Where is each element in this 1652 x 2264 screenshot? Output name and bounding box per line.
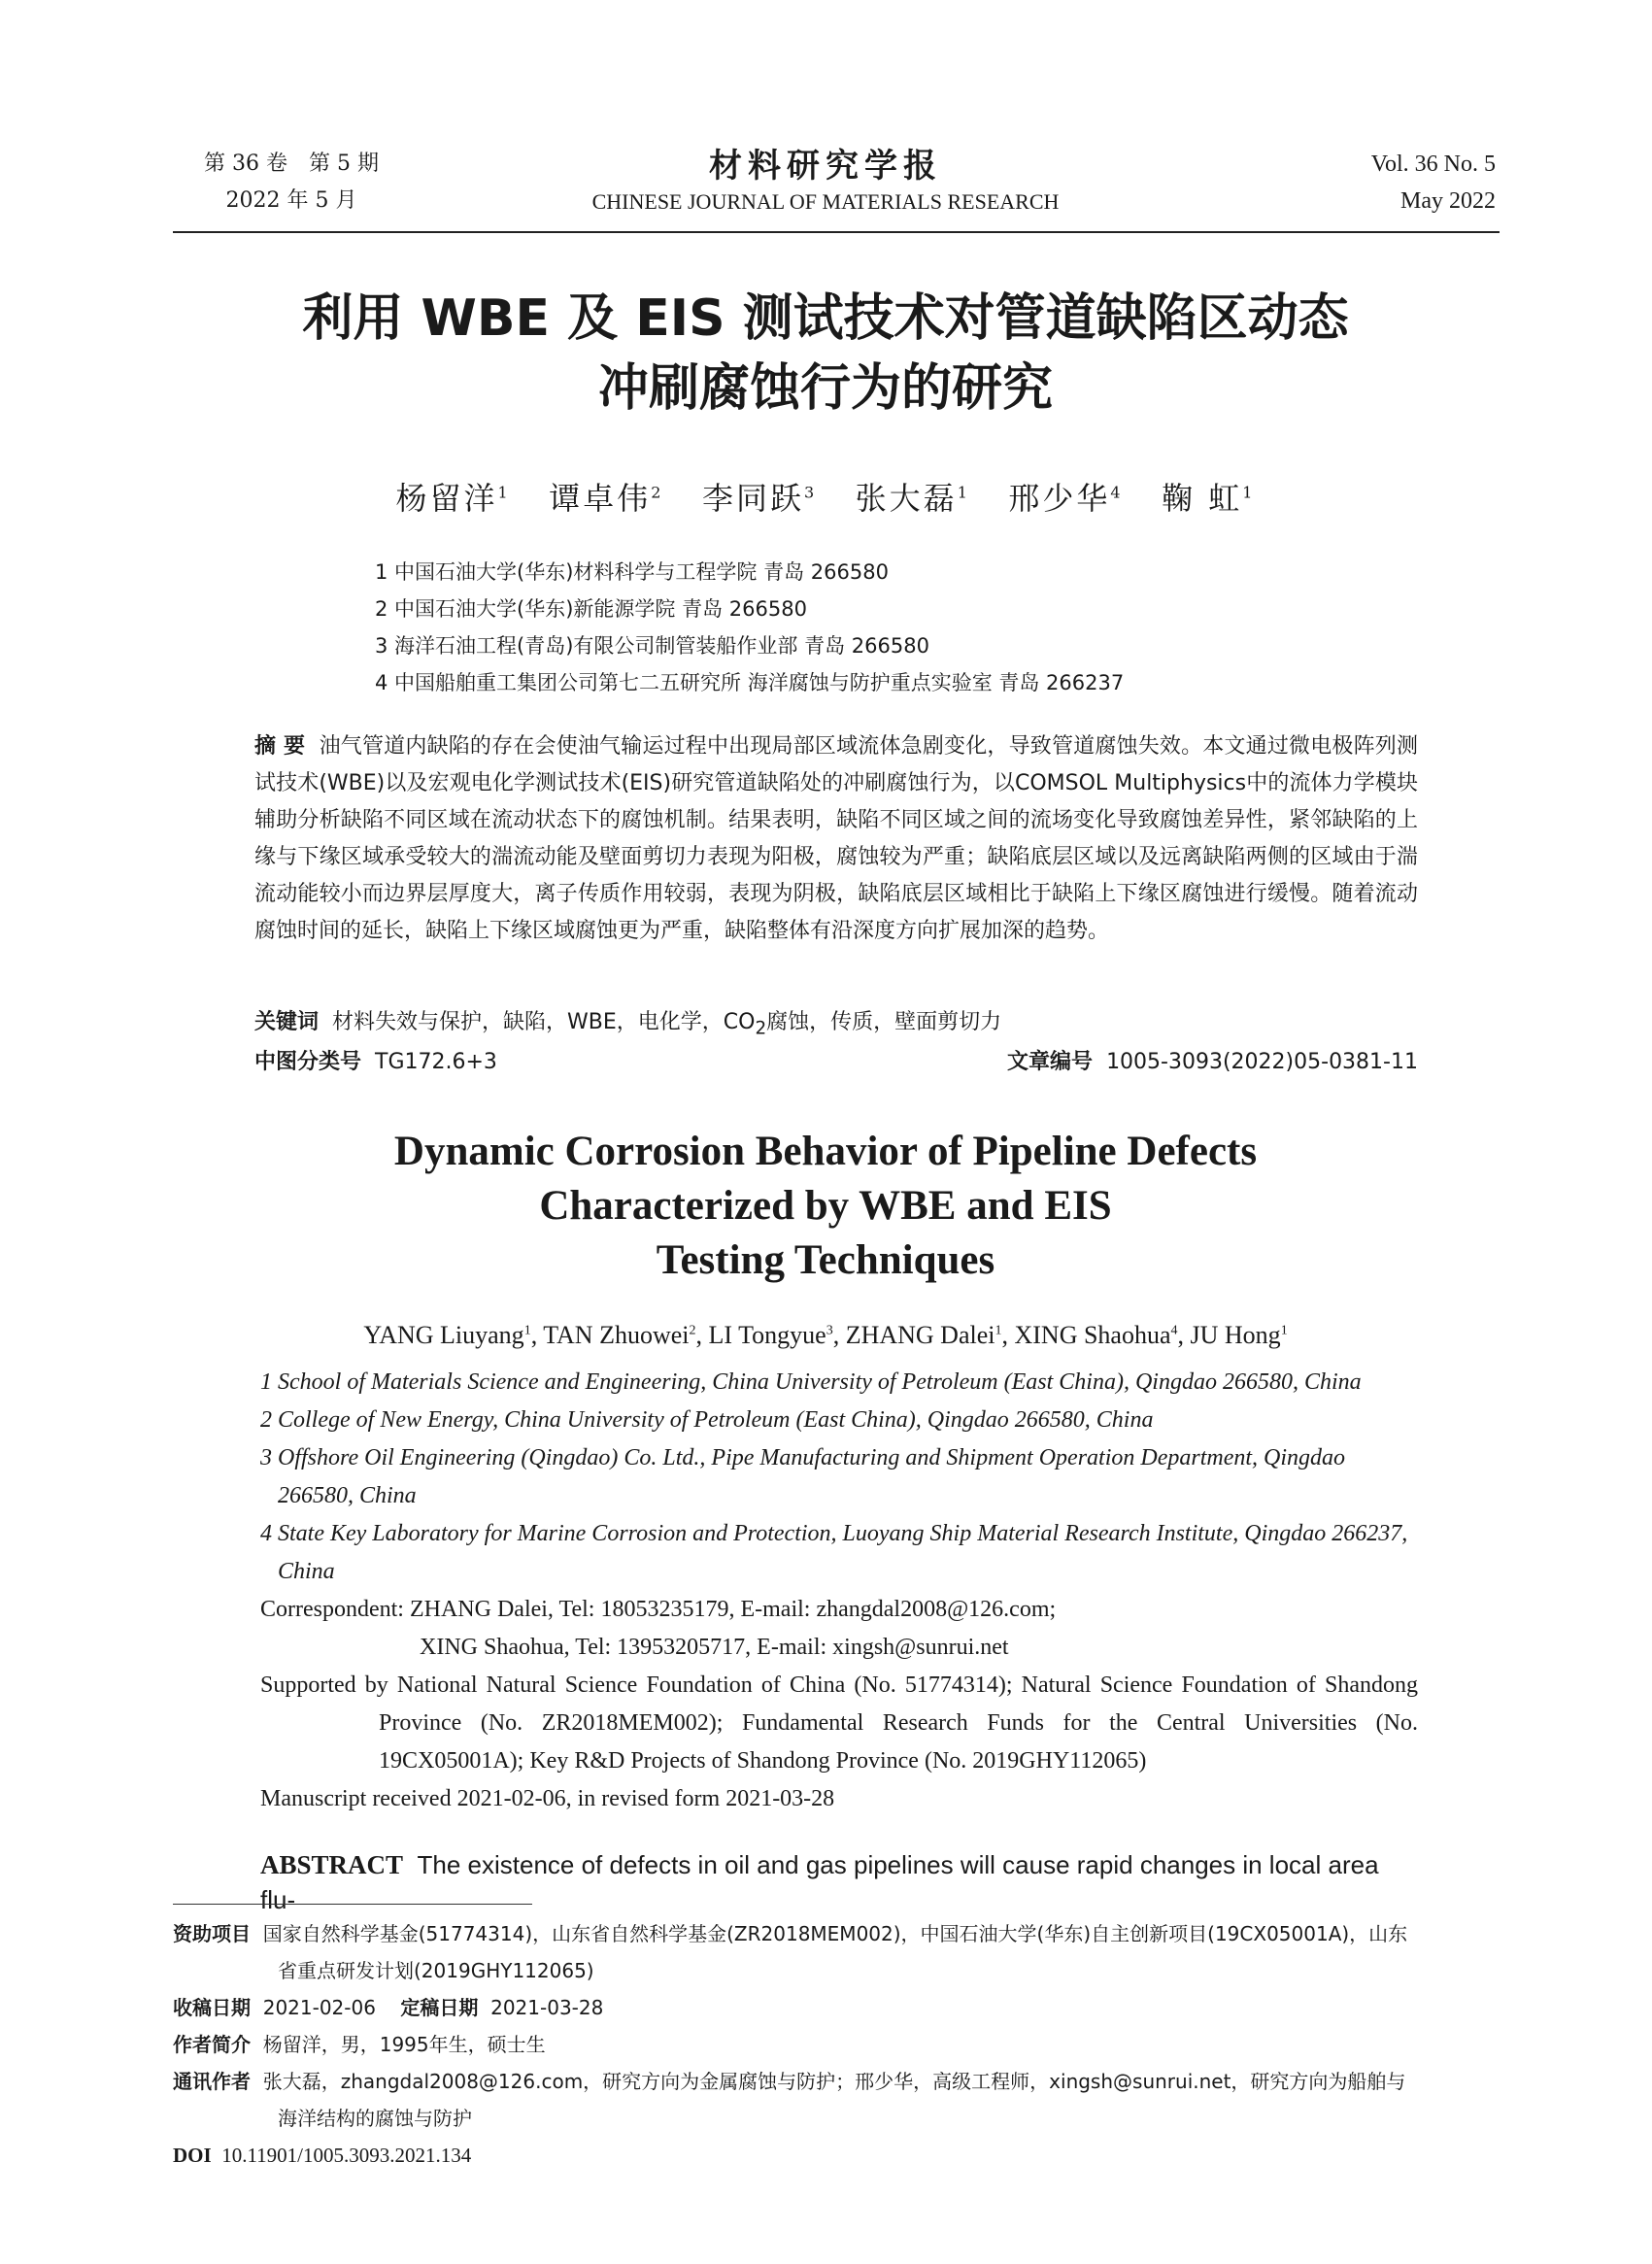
supported-by: Supported by National Natural Science Foundation of China (No. 51774314); Natural Science Foundation of Shandong Province (No. ZR2018MEM002); Fundamental Research Funds for the Central Universities (No. 19CX05001A); Key R&D Projects of Shandong Province (No. 2019GHY112065) — [260, 1673, 1418, 1774]
abstract-cn-label: 摘 要 — [254, 734, 306, 759]
volume-en: Vol. 36 No. 5 — [1370, 152, 1496, 177]
footnotes — [173, 1915, 1418, 2174]
affiliation-en: 4 State Key Laboratory for Marine Corrosion and Protection, Luoyang Ship Material Research Institute, Qingdao 266237, China — [260, 1521, 1408, 1584]
affiliation-en: 3 Offshore Oil Engineering (Qingdao) Co. Ltd., Pipe Manufacturing and Shipment Operation Department, Qingdao 266580, China — [260, 1445, 1346, 1508]
clc-label: 中图分类号 — [254, 1050, 362, 1074]
classification-row — [254, 1045, 1418, 1080]
keywords-cn — [254, 1004, 1418, 1047]
header-right — [1321, 146, 1496, 220]
footnote-author: 作者简介 杨留洋，男，1995年生，硕士生 — [173, 2033, 546, 2056]
date-en: May 2022 — [1400, 188, 1496, 214]
footnote-doi: DOI 10.11901/1005.3093.2021.134 — [173, 2144, 472, 2167]
abstract-en — [260, 1847, 1418, 1917]
title-cn — [194, 284, 1457, 423]
author-cn: 谭卓伟$^2$ — [549, 480, 664, 517]
abstract-en-label: ABSTRACT — [260, 1850, 404, 1879]
article-number — [1007, 1045, 1418, 1080]
title-en-line2: Characterized by WBE and EIS — [539, 1183, 1112, 1229]
affiliation-en: 2 College of New Energy, China University of Petroleum (East China), Qingdao 266580, China — [260, 1407, 1154, 1433]
author-en: ZHANG Dalei$^1$, — [845, 1321, 1015, 1349]
affiliations-cn — [375, 554, 1443, 701]
affiliations-en — [260, 1364, 1418, 1591]
title-en — [194, 1125, 1457, 1288]
contact-info — [260, 1591, 1418, 1818]
footnote-funding: 资助项目 国家自然科学基金(51774314)，山东省自然科学基金(ZR2018MEM002)，中国石油大学(华东)自主创新项目(19CX05001A)，山东省重点研发计划(2019GHY112065) — [173, 1922, 1408, 1982]
article-number-value: 1005-3093(2022)05-0381-11 — [1106, 1050, 1418, 1074]
abstract-cn-text: 油气管道内缺陷的存在会使油气输运过程中出现局部区域流体急剧变化，导致管道腐蚀失效。本文通过微电极阵列测试技术(WBE)以及宏观电化学测试技术(EIS)研究管道缺陷处的冲刷腐蚀行为，以COMSOL Multiphysics中的流体力学模块辅助分析缺陷不同区域在流动状态下的腐蚀机制。结果表明，缺陷不同区域之间的流场变化导致腐蚀差异性，紧邻缺陷的上缘与下缘区域承受较大的湍流动能及壁面剪切力表现为阳极，腐蚀较为严重；缺陷底层区域以及远离缺陷两侧的区域由于湍流动能较小而边界层厚度大，离子传质作用较弱，表现为阴极，缺陷底层区域相比于缺陷上下缘区腐蚀进行缓慢。随着流动腐蚀时间的延长，缺陷上下缘区域腐蚀更为严重，缺陷整体有沿深度方向扩展加深的趋势。 — [254, 734, 1418, 943]
author-en: YANG Liuyang$^1$, — [363, 1321, 544, 1349]
footnote-divider — [173, 1904, 532, 1905]
header-left — [165, 146, 418, 220]
keywords-cn-text: 材料失效与保护，缺陷，WBE，电化学，CO — [332, 1010, 756, 1034]
date-cn: 2022 年 5 月 — [225, 188, 357, 213]
article-number-label: 文章编号 — [1007, 1050, 1094, 1074]
journal-name-cn: 材料研究学报 — [709, 147, 942, 186]
author-cn: 李同跃$^3$ — [701, 480, 818, 517]
affiliation-cn: 1 中国石油大学(华东)材料科学与工程学院 青岛 266580 — [375, 560, 889, 584]
author-cn: 邢少华$^4$ — [1008, 480, 1124, 517]
title-cn-line2: 冲刷腐蚀行为的研究 — [597, 359, 1053, 418]
author-en: LI Tongyue$^3$, — [708, 1321, 846, 1349]
affiliation-cn: 3 海洋石油工程(青岛)有限公司制管装船作业部 青岛 266580 — [375, 634, 929, 658]
header-center — [544, 146, 1107, 218]
affiliation-cn: 2 中国石油大学(华东)新能源学院 青岛 266580 — [375, 597, 807, 621]
footnote-contact: 通讯作者 张大磊，zhangdal2008@126.com，研究方向为金属腐蚀与防护；邢少华，高级工程师，xingsh@sunrui.net，研究方向为船舶与海洋结构的腐蚀与防护 — [173, 2070, 1406, 2130]
affiliation-en: 1 School of Materials Science and Engineering, China University of Petroleum (East China), Qingdao 266580, China — [260, 1369, 1362, 1395]
header-divider — [173, 231, 1500, 233]
title-en-line1: Dynamic Corrosion Behavior of Pipeline Defects — [393, 1129, 1258, 1174]
footnote-dates: 收稿日期 2021-02-06 定稿日期 2021-03-28 — [173, 1996, 604, 2019]
author-en: JU Hong$^1$ — [1190, 1321, 1288, 1349]
author-cn: 鞠 虹$^1$ — [1162, 480, 1256, 517]
keywords-cn-subscript: 2 — [755, 1018, 767, 1039]
author-cn: 杨留洋$^1$ — [395, 480, 511, 517]
keywords-cn-text-after: 腐蚀，传质，壁面剪切力 — [766, 1010, 1002, 1034]
authors-cn — [194, 474, 1457, 519]
author-en: XING Shaohua$^4$, — [1014, 1321, 1191, 1349]
affiliation-cn: 4 中国船舶重工集团公司第七二五研究所 海洋腐蚀与防护重点实验室 青岛 266237 — [375, 671, 1125, 694]
abstract-en-text: The existence of defects in oil and gas pipelines will cause rapid changes in local area flu- — [260, 1850, 1379, 1914]
journal-name-en: CHINESE JOURNAL OF MATERIALS RESEARCH — [591, 189, 1060, 214]
author-cn: 张大磊$^1$ — [855, 480, 970, 517]
author-en: TAN Zhuowei$^2$, — [543, 1321, 709, 1349]
correspondent-1: Correspondent: ZHANG Dalei, Tel: 18053235179, E-mail: zhangdal2008@126.com; — [260, 1597, 1057, 1622]
correspondent-2: XING Shaohua, Tel: 13953205717, E-mail: xingsh@sunrui.net — [420, 1635, 1009, 1660]
keywords-cn-label: 关键词 — [254, 1010, 320, 1034]
manuscript-received: Manuscript received 2021-02-06, in revised form 2021-03-28 — [260, 1786, 835, 1811]
clc-value: TG172.6+3 — [375, 1050, 497, 1074]
title-cn-line1: 利用 WBE 及 EIS 测试技术对管道缺陷区动态 — [302, 289, 1349, 348]
authors-en — [194, 1321, 1457, 1350]
title-en-line3: Testing Techniques — [656, 1237, 995, 1283]
abstract-cn — [254, 728, 1418, 950]
volume-cn: 第 36 卷 第 5 期 — [204, 152, 379, 176]
